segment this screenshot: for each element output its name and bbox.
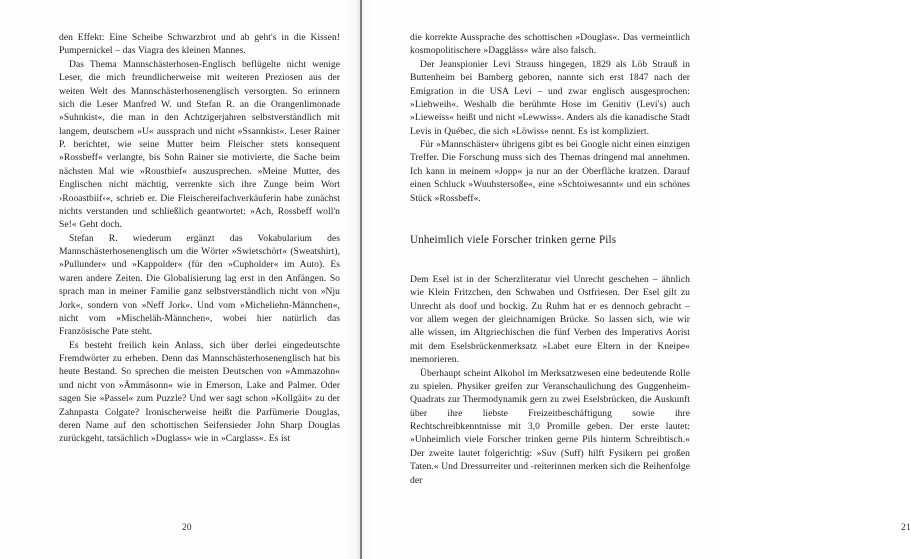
- right-page-text-column: [410, 31, 690, 487]
- paragraph: Stefan R. wiederum ergänzt das Vokabularium des Mannschästerhosenenglisch um die Wörter »Swietschört« (Sweatshirt), »Pullunder« und »Kappolder« (für den »Cupholder« im Auto). Es waren andere Zeiten. Die Globalisierung lag erst in den Anfängen. So sprach man in meiner Familie ganz selbstverständlich nicht von »Nju Jork«, sondern von »Neff Jork«. Und vom »Micheliehn-Männchen«, nicht vom »Mischeläh-Männchen«, wobei hier natürlich das Französische Pate steht.: [59, 232, 340, 338]
- left-page-text-column: [59, 31, 340, 446]
- paragraph: Der Jeanspionier Levi Strauss hingegen, 1829 als Löb Strauß in Buttenheim bei Bamberg geboren, nannte sich erst 1847 nach der Emigration in die USA Levi – und zwar englisch ausgesprochen: »Liehweih«. Weshalb die berühmte Hose im Genitiv (Levi's) auch »Lieweiss« heißt und nicht »Lewwiss«. Anders als die kanadische Stadt Levis in Québec, die sich »Löwiss« nennt. Es ist kompliziert.: [410, 58, 690, 137]
- spine-shadow-left: [344, 0, 360, 559]
- paragraph: Das Thema Mannschästerhosen-Englisch beflügelte nicht wenige Leser, die mich freundlicherweise mit weiteren Preziosen aus der weiten Welt des Mannschästerhosenenglisch versorgten. So erinnern sich die Leser Manfred W. und Stefan R. an die Orangenlimonade »Suhnkist«, die man in den Achtzigerjahren selbstverständlich mit langem, deutschem »U« aussprach und nicht »Ssannkist«. Leser Rainer P. berichtet, wie seine Mutter beim Fleischer stets konsequent »Rossbeff« verlangte, bis Sohn Rainer sie motivierte, die Sache beim nächsten Mal wie »Roustbief« auszusprechen. »Meine Mutter, des Englischen nicht mächtig, verrenkte sich ihre Zunge beim Wort ›Rooastbiif‹«, schrieb er. Die Fleischereifachverkäuferin habe zunächst nichts verstanden und schließlich geantwortet: »Ach, Rossbeff woll'n Se!« Geht doch.: [59, 58, 340, 231]
- heading-spacer-above: [410, 205, 690, 233]
- heading-spacer-below: [410, 247, 690, 273]
- paragraph: Für »Mannschäster« übrigens gibt es bei Google nicht einen einzigen Treffer. Die Forschung muss sich des Themas dringend mal annehmen. Ich kann in meinem »Jopp« ja nur an der Oberfläche kratzen. Darauf einen Schluck »Wuuhstersoße«, eine »Schtoiwesannt« und ein schönes Stück »Rossbeff«.: [410, 139, 690, 204]
- book-page-left: [0, 0, 360, 559]
- page-number-right: 21: [901, 523, 911, 533]
- paragraph: Es besteht freilich kein Anlass, sich über derlei eingedeutschte Fremdwörter zu erheben. Denn das Mannschästerhosenenglisch hat bis heute Bestand. So sprechen die meisten Deutschen von »Ammazohn« und nicht von »Ämmäsonn« wie in Emerson, Lake and Palmer. Oder sagen Sie »Passel« zum Puzzle? Und wer sagt schon »Kollgäit« zu der Zahnpasta Colgate? Ironischerweise heißt die Parfümerie Douglas, deren Name auf den schottischen Seifensieder John Sharp Douglas zurückgeht, tatsächlich »Duglass« wie in »Carglass«. Es ist: [59, 339, 340, 445]
- chapter-heading: Unheimlich viele Forscher trinken gerne Pils: [410, 233, 617, 246]
- page-number-left: 20: [182, 523, 192, 533]
- book-page-right: [360, 0, 911, 559]
- paragraph: den Effekt: Eine Scheibe Schwarzbrot und ab geht's in die Kissen! Pumpernickel – das Viagra des kleinen Mannes.: [59, 32, 340, 57]
- paragraph: die korrekte Aussprache des schottischen »Douglas«. Das vermeintlich kosmopolitischere »Daggläss« wäre also falsch.: [410, 32, 690, 57]
- paragraph: Überhaupt scheint Alkohol im Merksatzwesen eine bedeutende Rolle zu spielen. Physiker greifen zur Veranschaulichung des Guggenheim-Quadrats zur Thermodynamik gern zu zwei Eselsbrücken, die Auskunft über ihre liebste Freizeitbeschäftigung sowie ihre Rechtschreibkenntnisse mit 3,0 Promille geben. Der erste lautet: »Unheimlich viele Forscher trinken gerne Pils hinterm Schreibtisch.« Der zweite lautet folgerichtig: »Suv (Suff) hilft Fysikern pei großen Taten.« Und Dressurreiter und -reiterinnen merken sich die Reihenfolge der: [410, 367, 690, 486]
- paragraph: Dem Esel ist in der Scherzliteratur viel Unrecht geschehen – ähnlich wie Klein Fritzchen, den Schwaben und Ostfriesen. Der Esel gilt zu Unrecht als doof und bockig. Zu Ruhm hat er es dennoch gebracht – vor allem wegen der gleichnamigen Brücke. So lassen sich, wie wir alle wissen, im Altgriechischen die fünf Verben des Imperativs Aorist mit dem Eselsbrückenmerksatz »Labet eure Eltern in der Kneipe« memorieren.: [410, 273, 690, 366]
